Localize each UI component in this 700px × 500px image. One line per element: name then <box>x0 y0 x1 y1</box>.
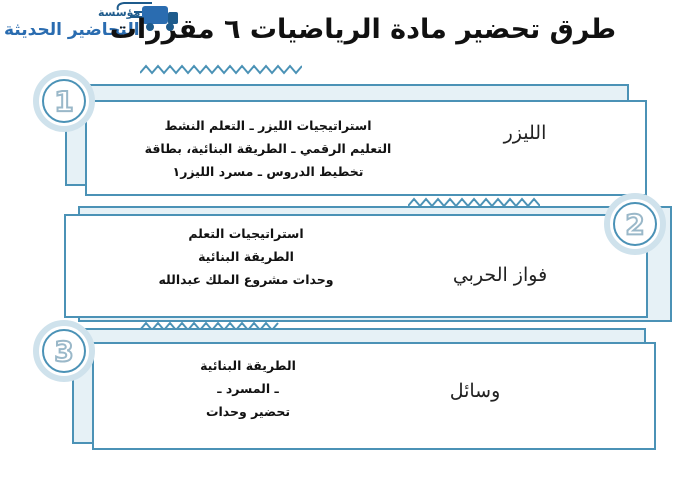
method-details-3 <box>128 354 368 423</box>
number-label: 2 <box>625 207 645 241</box>
detail-line: الطريقة البنائية <box>200 358 296 373</box>
method-details-2 <box>96 222 396 291</box>
number-badge-2 <box>604 193 666 255</box>
number-label: 3 <box>54 334 74 368</box>
detail-line: استراتيجيات التعلم <box>188 226 304 241</box>
detail-line: تخطيط الدروس ـ مسرد الليزر١ <box>172 164 364 179</box>
detail-line: تحضير وحدات <box>205 404 291 419</box>
logo-main-text: التحاضير الحديثة <box>4 20 140 40</box>
detail-line: وحدات مشروع الملك عبدالله <box>158 272 334 287</box>
detail-line: الطريقة البنائية <box>198 249 294 264</box>
logo-small-text: مؤسسة <box>98 6 141 19</box>
detail-line: ـ المسرد ـ <box>217 381 279 396</box>
page-title: طرق تحضير مادة الرياضيات ٦ مقررات <box>109 14 616 45</box>
method-details-1 <box>118 114 418 183</box>
detail-line: التعليم الرقمي ـ الطريقة البنائية، بطاقة <box>144 141 392 156</box>
wave-decoration-1 <box>140 63 302 77</box>
number-badge-3 <box>33 320 95 382</box>
method-name-3: وسائل <box>449 380 501 402</box>
method-name-2: فواز الحربي <box>452 264 548 286</box>
number-label: 1 <box>54 84 74 118</box>
number-badge-1 <box>33 70 95 132</box>
detail-line: استراتيجيات الليزر ـ التعلم النشط <box>164 118 372 133</box>
method-name-1: الليزر <box>503 122 547 144</box>
